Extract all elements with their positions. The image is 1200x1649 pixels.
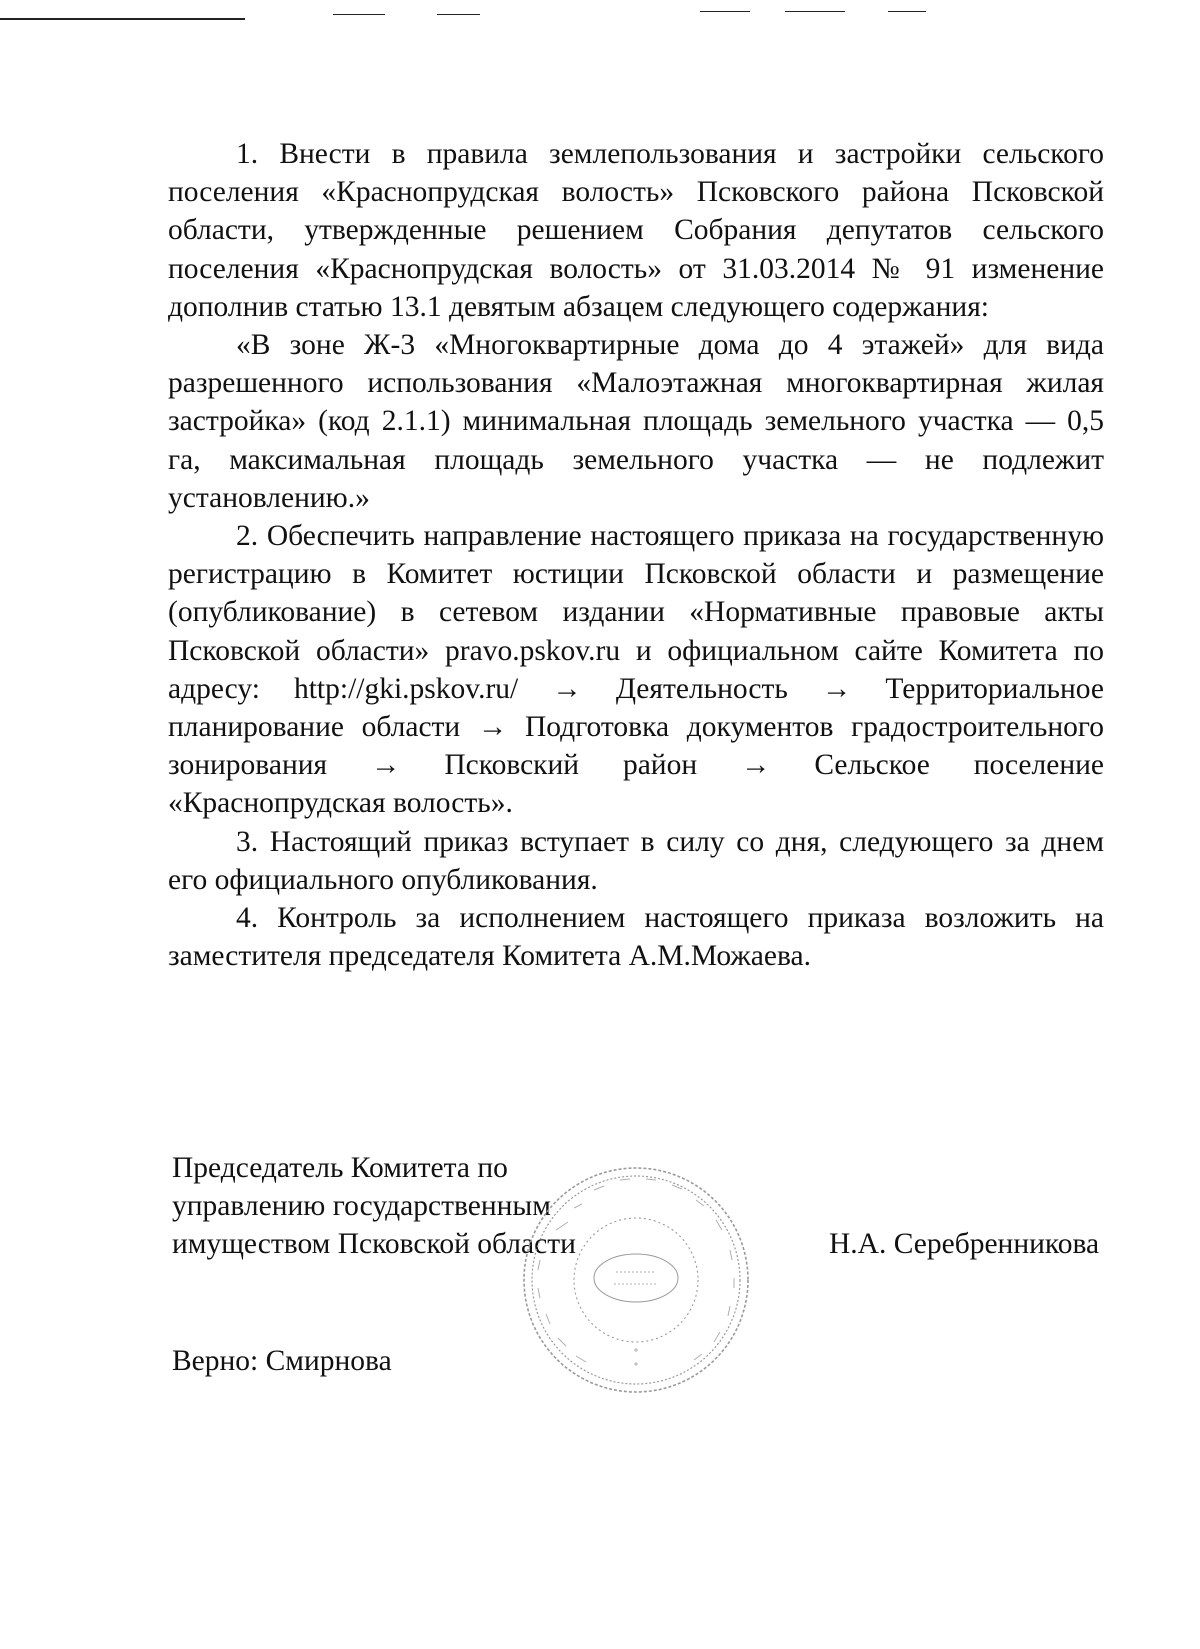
paragraph-quote: «В зоне Ж-3 «Многоквартирные дома до 4 этажей» для вида разрешенного использования «Малоэтажная многоквартирная жилая застройка» (код 2.1.1) минимальная площадь земельного участка — 0,5 га, максимальная площадь земельного участка — не подлежит установлению.»	[168, 329, 1104, 514]
signatory-title-line-1: Председатель Комитета по	[172, 1152, 508, 1184]
signatory-name: Н.А. Серебренникова	[829, 1228, 1100, 1260]
paragraph-1: 1. Внести в правила землепользования и застройки сельского поселения «Краснопрудская волость» Псковского района Псковской области, утвержденные решением Собрания депутатов сельского поселения «Краснопрудская волость» от 31.03.2014 № 91 изменение дополнив статью 13.1 девятым абзацем следующего содержания:	[168, 138, 1104, 323]
top-rule-4	[700, 11, 750, 12]
top-rule-1	[0, 18, 245, 20]
verified-by: Верно: Смирнова	[172, 1345, 392, 1377]
document-body	[168, 135, 1104, 975]
top-rule-2	[333, 14, 385, 15]
paragraph-3: 3. Настоящий приказ вступает в силу со дня, следующего за днем его официального опубликования.	[168, 825, 1104, 896]
top-rule-3	[437, 14, 480, 15]
top-rule-6	[888, 11, 926, 12]
official-seal-stamp	[516, 1160, 756, 1400]
signatory-title-line-2: управлению государственным	[172, 1190, 551, 1222]
paragraph-2: 2. Обеспечить направление настоящего приказа на государственную регистрацию в Комитет юстиции Псковской области и размещение (опубликование) в сетевом издании «Нормативные правовые акты Псковской области» pravo.pskov.ru и официальном сайте Комитета по адресу: http://gki.pskov.ru/ → Деятельность → Территориальное планирование области → Подготовка документов градостроительного зонирования → Псковский район → Сельское поселение «Краснопрудская волость».	[168, 520, 1104, 820]
top-rule-5	[785, 11, 845, 12]
signatory-title-line-3: имуществом Псковской области	[172, 1228, 576, 1260]
paragraph-4: 4. Контроль за исполнением настоящего приказа возложить на заместителя председателя Комитета А.М.Можаева.	[168, 902, 1104, 973]
